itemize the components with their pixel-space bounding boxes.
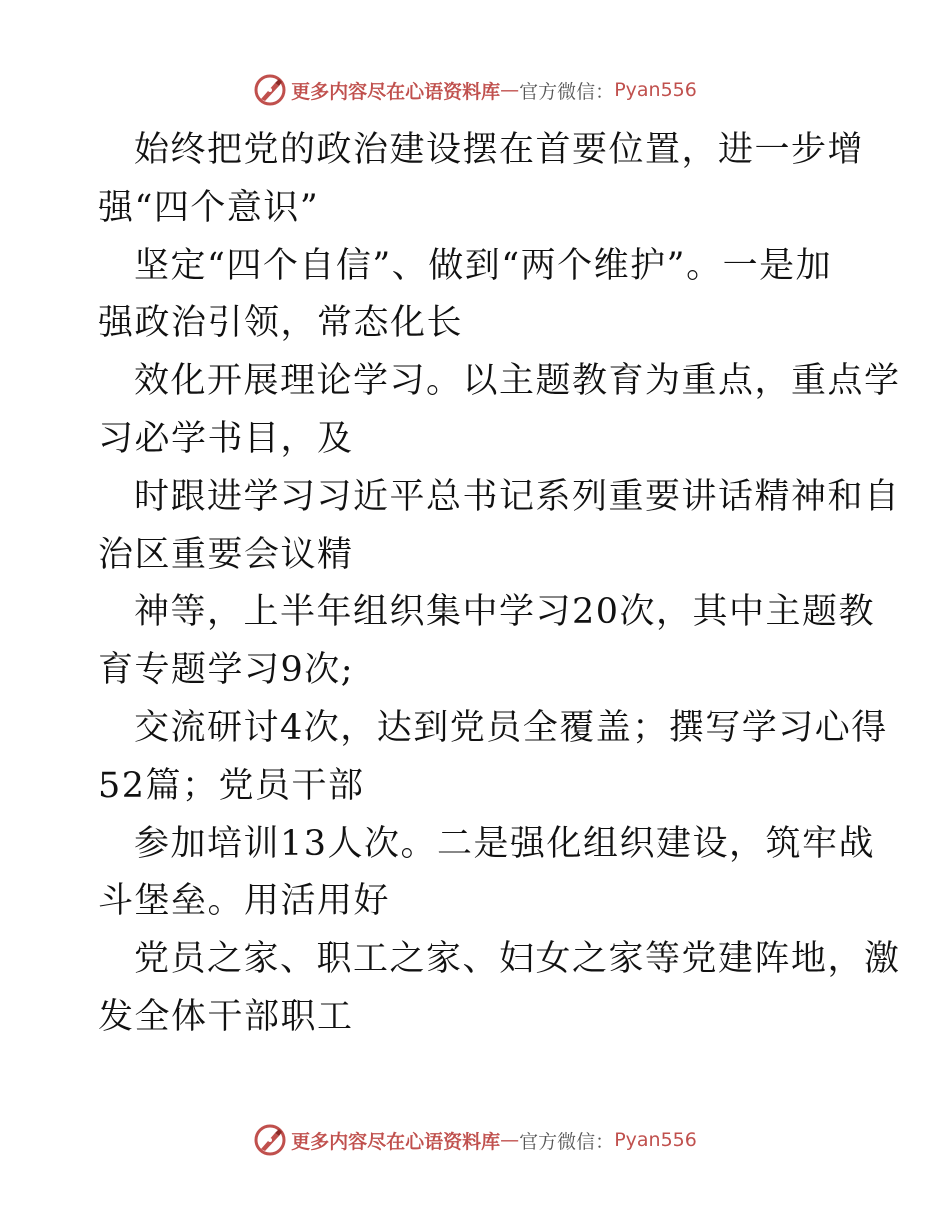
text-line-8: 治区重要会议精 [98,534,354,575]
header-dash: — [500,79,520,101]
header-wechat-id: Pyan556 [614,79,697,101]
text-line-2: 强“四个意识” [98,187,320,228]
text-line-3: 坚定“四个自信”、做到“两个维护”。一是加 [134,245,833,286]
text-line-1: 始终把党的政治建设摆在首要位置，进一步增 [134,130,865,170]
pen-logo-icon [253,1123,287,1157]
text-line-4: 强政治引领，常态化长 [98,303,464,344]
text-line-5: 效化开展理论学习。以主题教育为重点，重点学 [134,361,901,402]
text-line-13: 参加培训13人次。二是强化组织建设，筑牢战 [134,823,876,864]
text-line-16: 发全体干部职工 [98,996,354,1037]
pen-logo-icon [253,73,287,107]
text-line-12: 52篇；党员干部 [98,765,365,806]
footer-brand-text: 更多内容尽在心语资料库 [291,1130,501,1153]
text-line-15: 党员之家、职工之家、妇女之家等党建阵地，激 [134,939,901,980]
text-line-9: 神等，上半年组织集中学习20次，其中主题教 [134,592,876,633]
text-line-6: 习必学书目，及 [98,418,354,459]
footer-wechat-label: 官方微信： [519,1130,615,1153]
text-line-10: 育专题学习9次; [98,650,355,691]
footer-wechat-id: Pyan556 [614,1129,697,1151]
text-line-11: 交流研讨4次，达到党员全覆盖；撰写学习心得 [134,707,888,748]
text-line-7: 时跟进学习习近平总书记系列重要讲话精神和自 [134,476,901,517]
document-body [98,122,901,1047]
header-banner [0,70,950,110]
header-brand-text: 更多内容尽在心语资料库 [291,80,501,103]
footer-banner [0,1120,950,1160]
header-wechat-label: 官方微信： [519,80,615,103]
text-line-14: 斗堡垒。用活用好 [98,881,391,922]
footer-dash: — [500,1129,520,1151]
